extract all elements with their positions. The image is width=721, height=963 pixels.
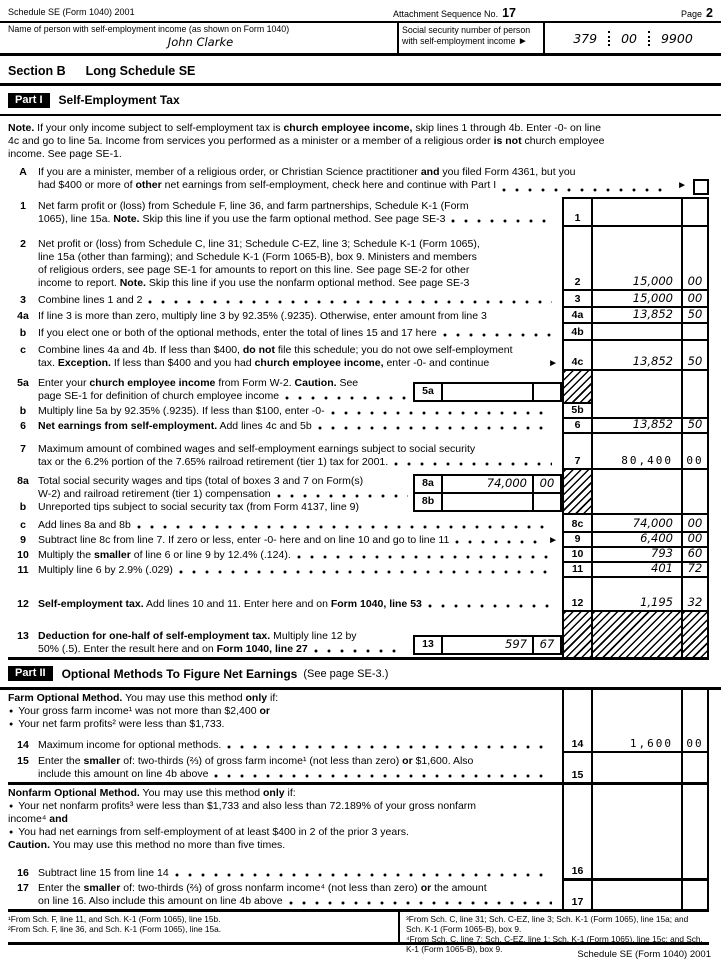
bullet-icon: ● xyxy=(9,829,14,836)
form-text-line: Farm Optional Method. You may use this method only if: xyxy=(8,692,279,704)
line-13-box-number: 13 xyxy=(415,637,443,653)
note-paragraph xyxy=(0,116,721,166)
line-number: 15 xyxy=(17,755,29,767)
line-14-box-number: 14 xyxy=(562,690,591,753)
line-5a-box-number xyxy=(562,371,591,404)
dot-leader xyxy=(455,534,542,547)
line-number: 8a xyxy=(17,475,29,487)
line-11-box-number: 11 xyxy=(562,563,591,578)
form-text-line: c Add lines 8a and 8b xyxy=(8,519,558,532)
part2-title-suffix: (See page SE-3.) xyxy=(303,667,389,680)
line-3-box-number: 3 xyxy=(562,291,591,308)
line-number: 2 xyxy=(20,238,26,250)
line-5a-text xyxy=(8,371,562,404)
ssn-value[interactable]: 379 00 9900 xyxy=(573,30,693,46)
form-text-line: 4a If line 3 is more than zero, multiply line 3 by 92.35% (.9235). Otherwise, enter amount from line 3 xyxy=(8,310,558,323)
line-number: 4a xyxy=(17,310,29,322)
section-b-heading: Section B Long Schedule SE xyxy=(0,56,721,86)
form-text-line: tax or the 6.2% portion of the 7.65% railroad retirement (tier 1) tax for 2001. xyxy=(8,456,558,469)
bullet-icon: ● xyxy=(9,803,14,810)
right-arrow-icon: ► xyxy=(548,535,558,546)
ssn-separator xyxy=(648,31,650,46)
line-2-box-number: 2 xyxy=(562,227,591,291)
inline-entry-box-13 xyxy=(413,635,562,655)
line-13-text xyxy=(8,612,562,657)
dot-leader xyxy=(148,294,552,307)
line-3-amount[interactable]: 15,000 xyxy=(591,291,681,308)
part2-table xyxy=(8,690,709,912)
line-7-amount[interactable]: 80,400 xyxy=(591,434,681,470)
line-8c-row xyxy=(8,515,709,533)
form-text-line: 3 Combine lines 1 and 2 xyxy=(8,294,558,307)
ssn-label: Social security number of person with self-employment income xyxy=(402,25,531,46)
line-8b-box-number: 8b xyxy=(415,494,443,510)
line-7-row xyxy=(8,434,709,470)
form-text-line: 10 Multiply the smaller of line 6 or line 9 by 12.4% (.124). xyxy=(8,549,558,562)
line-4c-text xyxy=(8,341,562,371)
footnotes xyxy=(8,912,709,954)
line-4b-amount[interactable] xyxy=(591,324,681,341)
line-7-text xyxy=(8,434,562,470)
form-text-line: income. See page SE-1. xyxy=(8,148,122,160)
part2-badge: Part II xyxy=(8,666,53,681)
form-text-line: Caution. You may use this method no more than five times. xyxy=(8,839,286,851)
right-arrow-icon: ► xyxy=(677,180,687,191)
line-6-cents[interactable]: 50 xyxy=(681,419,709,434)
line-8ab-box-number xyxy=(562,470,591,515)
line-8ab-cents[interactable] xyxy=(681,470,709,515)
line-13-amount xyxy=(591,612,681,657)
inline-entry-box-5a xyxy=(413,382,562,402)
line-11-cents[interactable]: 72 xyxy=(681,563,709,578)
form-text-line: 11 Multiply line 6 by 2.9% (.029) xyxy=(8,564,558,577)
line-number: 12 xyxy=(17,598,29,610)
name-label: Name of person with self-employment income (as shown on Form 1040) xyxy=(8,24,290,34)
right-arrow-icon: ► xyxy=(548,358,558,369)
line-A-row xyxy=(8,166,709,197)
form-text-line: b Multiply line 5a by 92.35% (.9235). If less than $100, enter -0- xyxy=(8,405,558,418)
form-text-line: 15 Enter the smaller of: two-thirds (⅔) of gross farm income¹ (not less than zero) or $1,600. Also xyxy=(8,755,558,768)
line-4a-amount[interactable]: 13,852 xyxy=(591,308,681,324)
form-id: Schedule SE (Form 1040) 2001 xyxy=(8,7,135,17)
line-4b-box-number: 4b xyxy=(562,324,591,341)
inline-entry-box-8ab xyxy=(413,474,562,512)
form-text-line: 6 Net earnings from self-employment. Add lines 4c and 5b xyxy=(8,420,558,433)
line-9-text xyxy=(8,533,562,548)
form-text-line: W-2) and railroad retirement (tier 1) compensation xyxy=(8,488,414,501)
nonfarm-optional-method-block xyxy=(8,785,709,881)
line-8a-cents[interactable]: 00 xyxy=(539,476,555,490)
line-number: 9 xyxy=(20,534,26,546)
line-4a-cents[interactable]: 50 xyxy=(681,308,709,324)
line-8b-cents[interactable] xyxy=(534,494,560,510)
part1-table xyxy=(8,197,709,660)
form-text-line: line 15a (other than farming); and Schedule K-1 (Form 1065-B), box 9. Ministers and members xyxy=(38,251,477,263)
line-10-box-number: 10 xyxy=(562,548,591,563)
line-10-row xyxy=(8,548,709,563)
form-text-line: 2 Net profit or (loss) from Schedule C, line 31; Schedule C-EZ, line 3; Schedule K-1 (Form 1065), xyxy=(8,238,558,251)
dot-leader xyxy=(297,549,552,562)
dot-leader xyxy=(214,768,552,781)
line-5a-amount[interactable] xyxy=(443,384,534,400)
line-5a-row xyxy=(8,371,709,404)
attachment-number: 17 xyxy=(502,6,516,20)
line-number: 10 xyxy=(17,549,29,561)
form-text-line: b If you elect one or both of the optional methods, enter the total of lines 15 and 17 here xyxy=(8,327,558,340)
line-8c-text xyxy=(8,515,562,533)
line-8ab-text xyxy=(8,470,562,515)
line-9-cents[interactable]: 00 xyxy=(681,533,709,548)
line-12-row xyxy=(8,578,709,612)
bullet-icon: ● xyxy=(9,708,14,715)
dot-leader xyxy=(179,564,552,577)
line-11-amount[interactable]: 401 xyxy=(591,563,681,578)
line-15-row xyxy=(8,753,709,785)
form-text-line: ● Your gross farm income¹ was not more than $2,400 or xyxy=(9,705,270,717)
line-6-text xyxy=(8,419,562,434)
line-15-text xyxy=(8,753,562,782)
dot-leader xyxy=(331,405,552,418)
line-1-row xyxy=(8,197,709,227)
part1-title: Self-Employment Tax xyxy=(58,93,180,107)
form-text-line: 13 Deduction for one-half of self-employment tax. Multiply line 12 by xyxy=(8,630,410,643)
page-footer: Schedule SE (Form 1040) 2001 xyxy=(577,949,711,960)
line-2-amount[interactable]: 15,000 xyxy=(591,227,681,291)
line-13-amount[interactable]: 597 xyxy=(443,637,534,653)
form-text-line: tax. Exception. If less than $400 and you had church employee income, enter -0- and continue ► xyxy=(38,357,558,369)
line-4c-cents[interactable]: 50 xyxy=(681,341,709,371)
dot-leader xyxy=(443,327,552,340)
form-text-line: ● Your net farm profits² were less than $1,733. xyxy=(9,718,225,730)
dot-leader xyxy=(175,867,552,880)
line-number: 11 xyxy=(17,564,29,576)
line-7-box-number: 7 xyxy=(562,434,591,470)
line-8c-box-number: 8c xyxy=(562,515,591,533)
line-number: b xyxy=(19,405,27,417)
line-number: 5a xyxy=(17,377,29,389)
form-text-line: income to report. Note. Skip this line if you use the nonfarm optional method. See page SE-3 xyxy=(38,277,470,289)
line-5a-box-number: 5a xyxy=(415,384,443,400)
page-number: Page 2 xyxy=(681,6,713,20)
form-text-line: 7 Maximum amount of combined wages and self-employment earnings subject to social security xyxy=(8,443,558,456)
form-text-line: Nonfarm Optional Method. You may use this method only if: xyxy=(8,787,296,799)
line-4b-text xyxy=(8,324,562,341)
line-8a-amount[interactable]: 74,000 xyxy=(443,476,534,492)
line-12-amount[interactable]: 1,195 xyxy=(591,578,681,612)
line-2-row xyxy=(8,227,709,291)
line-number: 3 xyxy=(20,294,26,306)
form-text-line: c Combine lines 4a and 4b. If less than $400, do not file this schedule; you do not owe self-employment xyxy=(8,344,558,357)
line-4b-cents[interactable] xyxy=(681,324,709,341)
part1-heading xyxy=(0,86,721,116)
form-text-line: 14 Maximum income for optional methods. xyxy=(8,739,558,752)
line-6-amount[interactable]: 13,852 xyxy=(591,419,681,434)
name-ssn-box xyxy=(0,21,721,56)
form-text-line: had $400 or more of other net earnings from self-employment, check here and continue with Part I ► xyxy=(8,179,709,195)
part1-badge: Part I xyxy=(8,93,50,108)
line-17-amount[interactable] xyxy=(591,881,681,909)
line-1-text xyxy=(8,197,562,227)
form-text-line: 1065), line 15a. Note. Skip this line if you use the farm optional method. See page SE-3 xyxy=(8,213,558,226)
line-2-text xyxy=(8,227,562,291)
line-4c-row xyxy=(8,341,709,371)
dot-leader xyxy=(314,643,404,656)
line-16-amount[interactable] xyxy=(591,785,681,881)
line-2-cents[interactable]: 00 xyxy=(681,227,709,291)
line-number: 6 xyxy=(20,420,26,432)
name-value[interactable]: John Clarke xyxy=(167,35,234,49)
line-number: 7 xyxy=(20,443,26,455)
dot-leader xyxy=(227,739,552,752)
line-number: 17 xyxy=(17,882,29,894)
line-number: 13 xyxy=(17,630,29,642)
attachment-sequence xyxy=(393,6,516,20)
form-text-line: ● You had net earnings from self-employment of at least $400 in 2 of the prior 3 years. xyxy=(9,826,409,838)
form-text-line: 17 Enter the smaller of: two-thirds (⅔) of gross nonfarm income⁴ (not less than zero) or the amount xyxy=(8,882,558,895)
line-16-text xyxy=(8,785,562,881)
bullet-icon: ● xyxy=(9,721,14,728)
form-text-line: b Unreported tips subject to social security tax (from Form 4137, line 9) xyxy=(8,501,414,514)
dot-leader xyxy=(277,488,408,501)
line-8ab-amount[interactable] xyxy=(591,470,681,515)
form-text-line: 9 Subtract line 8c from line 7. If zero or less, enter -0- here and on line 10 and go to line 11 ► xyxy=(8,534,558,547)
footnotes-right: ³From Sch. C, line 31; Sch. C-EZ, line 3; Sch. K-1 (Form 1065), line 15a; and Sch. K-1 (Form 1065-B), box 9. ⁴From Sch. C, line 7; Sch. C-EZ, line 1; Sch. K-1 (Form 1065), line 15c; and Sch. K-1 (Form 1065-B), box 9. xyxy=(398,912,709,942)
line-14-amount[interactable]: 1,600 xyxy=(591,690,681,753)
dot-leader xyxy=(394,456,552,469)
dot-leader xyxy=(289,895,552,908)
form-text-line: Note. If your only income subject to self-employment tax is church employee income, skip lines 1 through 4b. Enter -0- on line xyxy=(8,122,601,134)
line-4a-text xyxy=(8,308,562,324)
line-13-cents xyxy=(681,612,709,657)
line-17-box-number: 17 xyxy=(562,881,591,909)
line-5a-cents[interactable] xyxy=(534,384,560,400)
form-text-line: 16 Subtract line 15 from line 14 xyxy=(8,867,558,880)
line-10-cents[interactable]: 60 xyxy=(681,548,709,563)
line-6-row xyxy=(8,419,709,434)
line-4a-box-number: 4a xyxy=(562,308,591,324)
line-16-box-number: 16 xyxy=(562,785,591,881)
line-12-cents[interactable]: 32 xyxy=(681,578,709,612)
line-10-text xyxy=(8,548,562,563)
line-5b-row xyxy=(8,404,709,419)
form-text-line: 50% (.5). Enter the result here and on Form 1040, line 27 xyxy=(8,643,410,656)
line-13-row xyxy=(8,612,709,660)
line-8c-amount[interactable]: 74,000 xyxy=(591,515,681,533)
line-11-row xyxy=(8,563,709,578)
line-number: c xyxy=(20,344,26,356)
line-4a-row xyxy=(8,308,709,324)
line-9-row xyxy=(8,533,709,548)
ssn-label-cell xyxy=(397,23,545,53)
line-13-box-number xyxy=(562,612,591,657)
line-number: 16 xyxy=(17,867,29,879)
form-text-line: 8a Total social security wages and tips (total of boxes 3 and 7 on Form(s) xyxy=(8,475,414,488)
part2-heading xyxy=(0,660,721,690)
line-11-text xyxy=(8,563,562,578)
page-header xyxy=(0,0,721,21)
line-12-box-number: 12 xyxy=(562,578,591,612)
form-text-line: page SE-1 for definition of church employee income xyxy=(8,390,412,403)
footnotes-left: ¹From Sch. F, line 11, and Sch. K-1 (Form 1065), line 15b. ²From Sch. F, line 36, and Sch. K-1 (Form 1065), line 15a. xyxy=(8,914,222,934)
dot-leader xyxy=(137,519,552,532)
line-number: c xyxy=(20,519,26,531)
form-text-line: income⁴ and xyxy=(8,813,68,825)
dot-leader xyxy=(502,182,671,195)
line-10-amount[interactable]: 793 xyxy=(591,548,681,563)
line-16-cents[interactable] xyxy=(681,785,709,881)
dot-leader xyxy=(285,390,406,403)
line-8b-amount[interactable] xyxy=(443,494,534,510)
line-13-cents[interactable]: 67 xyxy=(539,637,555,651)
form-text-line: include this amount on line 4b above xyxy=(8,768,558,781)
ssn-separator xyxy=(608,31,610,46)
line-number: b xyxy=(19,327,27,339)
form-text-line: 4c and go to line 5a. Income from services you performed as a minister or a member of a religious order is not church employee xyxy=(8,135,605,147)
line-4c-box-number: 4c xyxy=(562,341,591,371)
form-text-line: 12 Self-employment tax. Add lines 10 and 11. Enter here and on Form 1040, line 53 xyxy=(8,598,558,611)
line-8ab-row xyxy=(8,470,709,515)
line-5b-box-number: 5b xyxy=(562,404,591,419)
line-3-cents[interactable]: 00 xyxy=(681,291,709,308)
farm-optional-method-block xyxy=(8,690,709,753)
line-number: 1 xyxy=(20,200,26,212)
line-number: A xyxy=(19,166,27,178)
line-12-text xyxy=(8,578,562,612)
dot-leader xyxy=(428,598,552,611)
line-15-cents[interactable] xyxy=(681,753,709,782)
line-17-text xyxy=(8,881,562,909)
line-8a-box-number: 8a xyxy=(415,476,443,492)
line-3-row xyxy=(8,291,709,308)
name-cell xyxy=(0,23,397,53)
form-text-line: A If you are a minister, member of a religious order, or Christian Science practitioner and you filed Form 4361, but you xyxy=(8,166,709,179)
form-text-line: on line 16. Also include this amount on line 4b above xyxy=(8,895,558,908)
line-5b-text xyxy=(8,404,562,419)
form-text-line: ● Your net nonfarm profits³ were less than $1,733 and also less than 72.189% of your gross nonfarm xyxy=(9,800,477,812)
form-text-line: 1 Net farm profit or (loss) from Schedule F, line 36, and farm partnerships, Schedule K-1 (Form xyxy=(8,200,558,213)
dot-leader xyxy=(451,213,552,226)
line-5a-amount[interactable] xyxy=(591,371,681,404)
line-number: 14 xyxy=(17,739,29,751)
line-8c-cents[interactable]: 00 xyxy=(681,515,709,533)
line-7-cents[interactable]: 00 xyxy=(681,434,709,470)
line-1-amount[interactable] xyxy=(591,197,681,227)
attachment-label: Attachment Sequence No. xyxy=(393,9,499,19)
line-15-amount[interactable] xyxy=(591,753,681,782)
dot-leader xyxy=(318,420,552,433)
line-9-amount[interactable]: 6,400 xyxy=(591,533,681,548)
line-17-row xyxy=(8,881,709,912)
right-arrow-icon: ► xyxy=(517,35,528,47)
line-14-text xyxy=(8,690,562,753)
line-17-cents[interactable] xyxy=(681,881,709,909)
line-1-cents[interactable] xyxy=(681,197,709,227)
line-3-text xyxy=(8,291,562,308)
line-number: b xyxy=(19,501,27,513)
line-5a-cents[interactable] xyxy=(681,371,709,404)
line-1-box-number: 1 xyxy=(562,197,591,227)
form-text-line: 5a Enter your church employee income from Form W-2. Caution. See xyxy=(8,377,412,390)
line-4c-amount[interactable]: 13,852 xyxy=(591,341,681,371)
form-text-line: of religious orders, see page SE-1 for amounts to report on this line. See page SE-2 for other xyxy=(38,264,470,276)
line-14-cents[interactable]: 00 xyxy=(681,690,709,753)
line-15-box-number: 15 xyxy=(562,753,591,782)
line-A-checkbox[interactable] xyxy=(693,179,709,195)
line-6-box-number: 6 xyxy=(562,419,591,434)
line-9-box-number: 9 xyxy=(562,533,591,548)
line-4b-row xyxy=(8,324,709,341)
part2-title: Optional Methods To Figure Net Earnings xyxy=(61,666,298,681)
